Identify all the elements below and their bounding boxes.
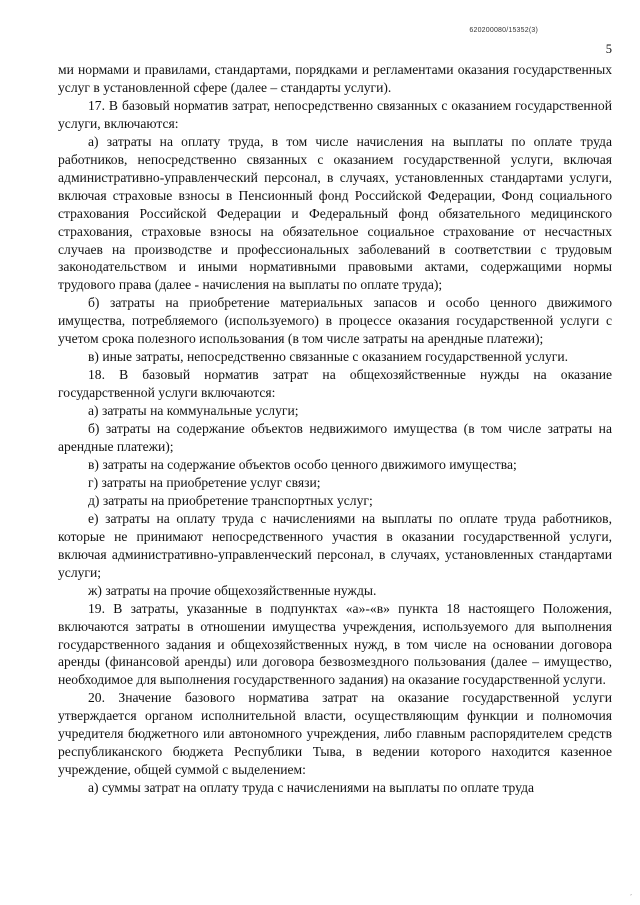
paragraph-clause-17b: б) затраты на приобретение материальных запасов и особо ценного движимого имущества, потребляемого (используемого) в процессе оказания государственной услуги с учетом срока полезного использования (в том числе затраты на арендные платежи); — [58, 295, 612, 347]
page-number: 5 — [605, 42, 612, 56]
paragraph-clause-20: 20. Значение базового норматива затрат на оказание государственной услуги утверждается органом исполнительной власти, осуществляющим функции и полномочия учредителя бюджетного или автономного учреждения, либо главным распорядителем средств республиканского бюджета Республики Тыва, в ведении которого находится казенное учреждение, общей суммой с выделением: — [58, 690, 612, 778]
paragraph-clause-18f: е) затраты на оплату труда с начислениями на выплаты по оплате труда работников, которые не принимают непосредственного участия в оказании государственной услуги, включая административно-управленческий персонал, в случаях, установленных стандартами услуги; — [58, 510, 612, 580]
paragraph-clause-20a: а) суммы затрат на оплату труда с начислениями на выплаты по оплате труда — [88, 780, 535, 796]
paragraph-clause-18c: в) затраты на содержание объектов особо ценного движимого имущества; — [88, 456, 517, 472]
paragraph-clause-18d: г) затраты на приобретение услуг связи; — [88, 474, 321, 490]
paragraph-continuation: ми нормами и правилами, стандартами, порядками и регламентами оказания государственных услуг в установленной сфере (далее – стандарты услуги). — [58, 62, 612, 95]
paragraph-clause-18e: д) затраты на приобретение транспортных услуг; — [88, 492, 373, 508]
paragraph-clause-18b: б) затраты на содержание объектов недвижимого имущества (в том числе затраты на арендные платежи); — [58, 421, 612, 455]
paragraph-clause-18g: ж) затраты на прочие общехозяйственные нужды. — [88, 582, 377, 598]
corner-mark: , — [630, 890, 632, 897]
paragraph-clause-17c: в) иные затраты, непосредственно связанные с оказанием государственной услуги. — [88, 349, 569, 365]
paragraph-clause-18a: а) затраты на коммунальные услуги; — [88, 403, 299, 419]
paragraph-clause-19: 19. В затраты, указанные в подпунктах «а»-«в» пункта 18 настоящего Положения, включаются затраты в отношении имущества учреждения, используемого для выполнения государственного задания и общехозяйственных нужд, в том числе на основании договора аренды (финансовой аренды) или договора безвозмездного пользования (далее – имущество, необходимое для выполнения государственного задания) на оказание государственной услуги. — [58, 600, 612, 688]
paragraph-clause-17a: а) затраты на оплату труда, в том числе начисления на выплаты по оплате труда работников, непосредственно связанных с оказанием государственной услуги, включая административно-управленческий персонал, в случаях, установленных стандартами услуги, включая страховые взносы в Пенсионный фонд Российской Федерации, Фонд социального страхования Российской Федерации и Федеральный фонд обязательного медицинского страхования, страховые взносы на обязательное социальное страхование от несчастных случаев на производстве и профессиональных заболеваний в соответствии с трудовым законодательством и иными нормативными правовыми актами, содержащими нормы трудового права (далее - начисления на выплаты по оплате труда); — [58, 133, 612, 293]
paragraph-clause-17: 17. В базовый норматив затрат, непосредственно связанных с оказанием государственной услуги, включаются: — [58, 97, 612, 131]
document-code: 620200080/15352(3) — [469, 27, 538, 34]
document-body — [58, 61, 612, 797]
paragraph-clause-18: 18. В базовый норматив затрат на общехозяйственные нужды на оказание государственной услуги включаются: — [58, 367, 612, 401]
